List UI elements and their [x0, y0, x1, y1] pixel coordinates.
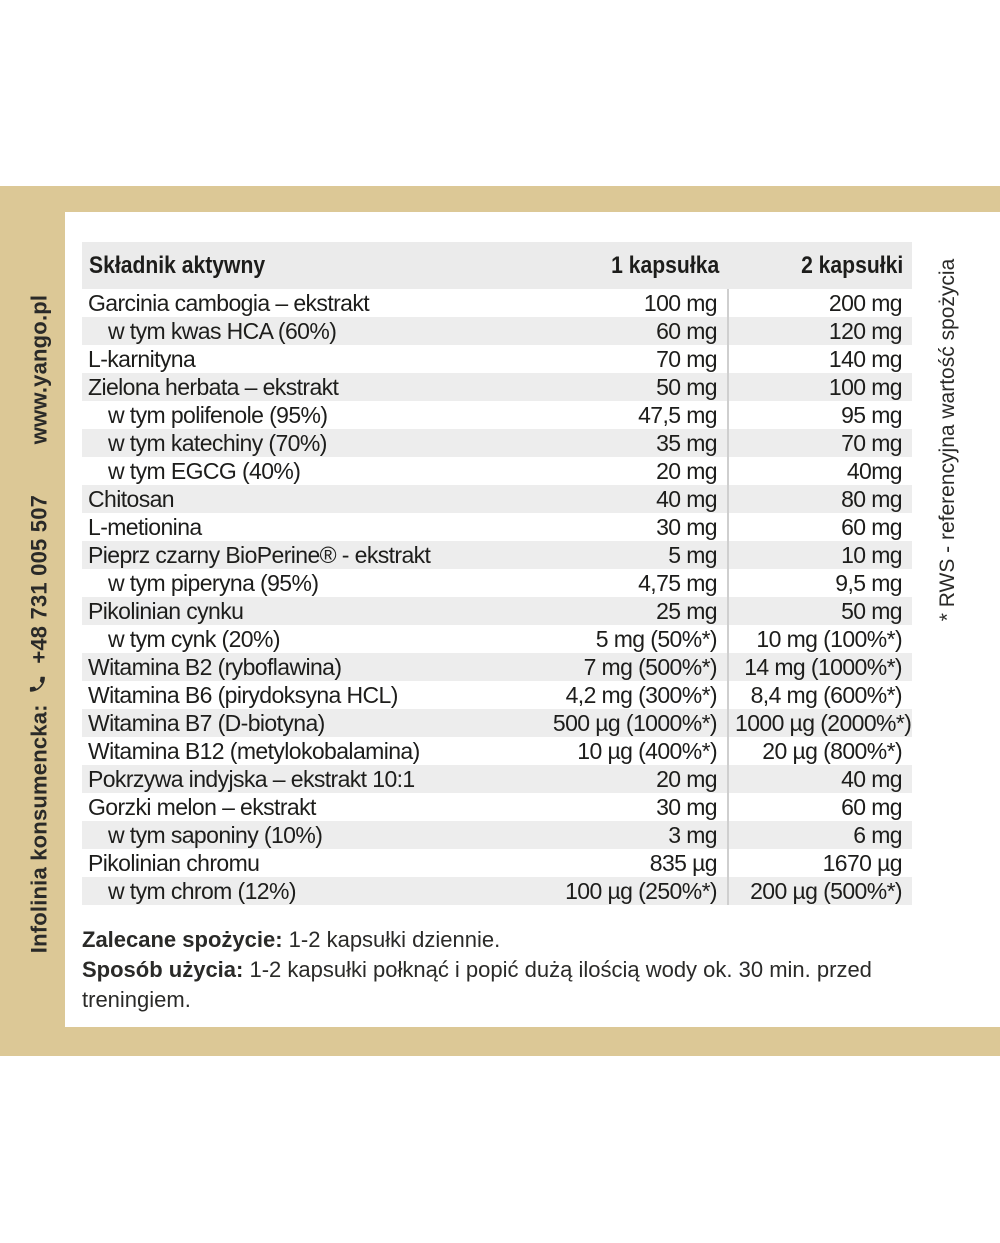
header-one-capsule: 1 kapsułka [611, 251, 720, 279]
usage-line [82, 955, 927, 1015]
ingredient-name: w tym chrom (12%) [108, 878, 296, 904]
value-two-capsules: 20 µg (800%*) [762, 738, 902, 764]
value-two-capsules: 120 mg [828, 318, 902, 344]
table-row [82, 317, 912, 345]
table-row [82, 849, 912, 877]
contact-vertical-text [26, 295, 53, 953]
ingredient-name: w tym EGCG (40%) [108, 458, 301, 484]
value-one-capsule: 835 µg [540, 849, 728, 877]
value-two-capsules: 50 mg [841, 598, 902, 624]
value-one-capsule: 40 mg [540, 485, 728, 513]
value-one-capsule: 4,75 mg [540, 569, 728, 597]
phone-number: +48 731 005 507 [26, 494, 52, 664]
value-one-capsule: 10 µg (400%*) [540, 737, 728, 765]
ingredient-name: w tym piperyna (95%) [108, 570, 319, 596]
usage-text: 1-2 kapsułki połknąć i popić dużą ilością wody ok. 30 min. przed treningiem. [82, 957, 872, 1012]
table-row [82, 625, 912, 653]
ingredient-name: Zielona herbata – ekstrakt [88, 374, 339, 400]
table-row [82, 401, 912, 429]
table-row [82, 737, 912, 765]
value-two-capsules: 1000 µg (2000%*) [735, 710, 912, 736]
table-row [82, 597, 912, 625]
hotline-label: Infolinia konsumencka: [26, 704, 52, 954]
ingredient-name: Pikolinian chromu [88, 850, 260, 876]
value-one-capsule: 500 µg (1000%*) [540, 709, 728, 737]
dosage-text: 1-2 kapsułki dziennie. [288, 927, 501, 952]
table-row [82, 793, 912, 821]
ingredient-name: Pokrzywa indyjska – ekstrakt 10:1 [88, 766, 415, 792]
table-row [82, 541, 912, 569]
table-row [82, 345, 912, 373]
ingredient-name: w tym kwas HCA (60%) [108, 318, 337, 344]
dosage-line [82, 925, 927, 955]
value-one-capsule: 3 mg [540, 821, 728, 849]
ingredient-name: w tym saponiny (10%) [108, 822, 323, 848]
table-row [82, 709, 912, 737]
table-row [82, 485, 912, 513]
value-two-capsules: 8,4 mg (600%*) [750, 682, 902, 708]
rws-footnote: * RWS - referencyjna wartość spożycia [936, 258, 959, 622]
table-row [82, 569, 912, 597]
ingredient-name: Witamina B7 (D-biotyna) [88, 710, 325, 736]
ingredient-name: w tym polifenole (95%) [108, 402, 328, 428]
value-one-capsule: 5 mg (50%*) [540, 625, 728, 653]
value-two-capsules: 9,5 mg [835, 570, 902, 596]
value-two-capsules: 40 mg [841, 766, 902, 792]
ingredient-name: Pikolinian cynku [88, 598, 244, 624]
ingredient-name: L-metionina [88, 514, 202, 540]
value-one-capsule: 30 mg [540, 513, 728, 541]
value-two-capsules: 100 mg [828, 374, 902, 400]
table-row [82, 373, 912, 401]
table-row [82, 289, 912, 317]
value-two-capsules: 6 mg [853, 822, 902, 848]
table-row [82, 429, 912, 457]
value-one-capsule: 4,2 mg (300%*) [540, 681, 728, 709]
ingredient-name: w tym cynk (20%) [108, 626, 280, 652]
value-one-capsule: 35 mg [540, 429, 728, 457]
ingredient-name: L-karnityna [88, 346, 196, 372]
table-row [82, 513, 912, 541]
value-one-capsule: 100 µg (250%*) [540, 877, 728, 905]
website-link[interactable]: www.yango.pl [26, 294, 52, 445]
table-row [82, 821, 912, 849]
value-two-capsules: 70 mg [841, 430, 902, 456]
phone-icon [28, 674, 54, 694]
table-header-row [82, 242, 912, 289]
ingredient-name: Pieprz czarny BioPerine® - ekstrakt [88, 542, 431, 568]
table-row [82, 457, 912, 485]
value-two-capsules: 95 mg [841, 402, 902, 428]
dosage-label: Zalecane spożycie: [82, 927, 283, 952]
table-row [82, 765, 912, 793]
value-one-capsule: 47,5 mg [540, 401, 728, 429]
ingredient-name: Witamina B6 (pirydoksyna HCL) [88, 682, 398, 708]
usage-notes [82, 925, 927, 1015]
value-two-capsules: 80 mg [841, 486, 902, 512]
ingredient-name: Gorzki melon – ekstrakt [88, 794, 316, 820]
table-row [82, 681, 912, 709]
value-one-capsule: 60 mg [540, 317, 728, 345]
value-two-capsules: 60 mg [841, 514, 902, 540]
value-one-capsule: 70 mg [540, 345, 728, 373]
ingredient-name: w tym katechiny (70%) [108, 430, 327, 456]
ingredient-name: Witamina B2 (ryboflawina) [88, 654, 342, 680]
value-one-capsule: 20 mg [540, 457, 728, 485]
value-two-capsules: 14 mg (1000%*) [744, 654, 902, 680]
value-one-capsule: 25 mg [540, 597, 728, 625]
value-two-capsules: 200 µg (500%*) [750, 878, 902, 904]
value-two-capsules: 10 mg (100%*) [756, 626, 902, 652]
table-row [82, 877, 912, 905]
ingredient-name: Witamina B12 (metylokobalamina) [88, 738, 420, 764]
value-two-capsules: 140 mg [828, 346, 902, 372]
value-two-capsules: 1670 µg [822, 850, 902, 876]
value-one-capsule: 50 mg [540, 373, 728, 401]
value-two-capsules: 40mg [846, 458, 902, 484]
nutrition-table [82, 242, 912, 905]
value-one-capsule: 20 mg [540, 765, 728, 793]
value-one-capsule: 30 mg [540, 793, 728, 821]
value-two-capsules: 200 mg [828, 290, 902, 316]
value-one-capsule: 100 mg [540, 289, 728, 317]
ingredient-name: Chitosan [88, 486, 174, 512]
table-row [82, 653, 912, 681]
header-ingredient: Składnik aktywny [89, 251, 266, 279]
value-one-capsule: 5 mg [540, 541, 728, 569]
value-one-capsule: 7 mg (500%*) [540, 653, 728, 681]
usage-label: Sposób użycia: [82, 957, 244, 982]
ingredient-name: Garcinia cambogia – ekstrakt [88, 290, 370, 316]
header-two-capsules: 2 kapsułki [801, 251, 904, 279]
value-two-capsules: 60 mg [841, 794, 902, 820]
value-two-capsules: 10 mg [841, 542, 902, 568]
